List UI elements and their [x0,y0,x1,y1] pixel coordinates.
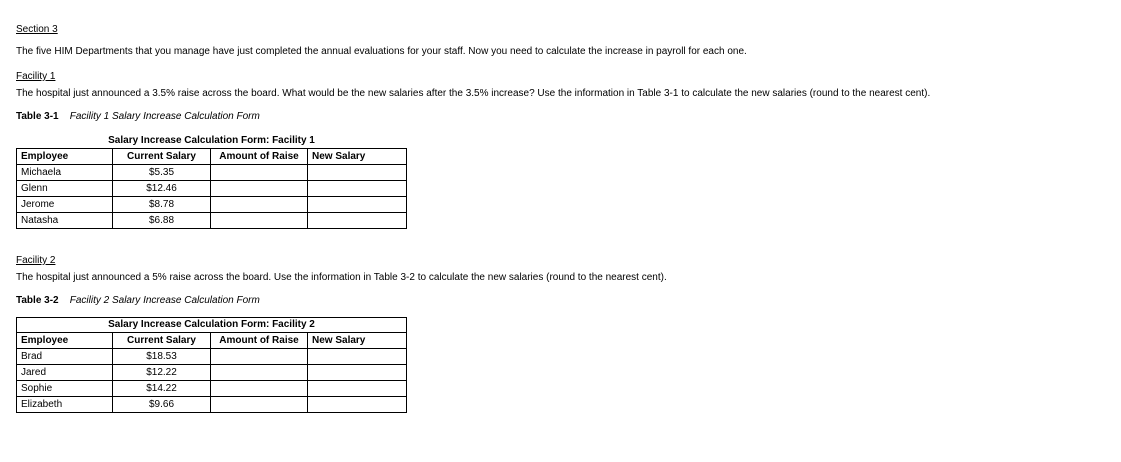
section-title: Section 3 [16,24,58,35]
table-row [17,381,407,397]
column-header-amount-of-raise: Amount of Raise [211,149,308,165]
form-title: Salary Increase Calculation Form: Facility 2 [17,318,407,333]
amount-of-raise-cell[interactable] [211,397,308,413]
new-salary-cell[interactable] [308,165,407,181]
table-label: Table 3-1 [16,111,59,122]
employee-cell: Michaela [17,165,113,181]
form-title: Salary Increase Calculation Form: Facility 1 [108,135,315,146]
new-salary-cell[interactable] [308,397,407,413]
amount-of-raise-cell[interactable] [211,181,308,197]
facility1-heading: Facility 1 [16,71,56,82]
new-salary-cell[interactable] [308,381,407,397]
table-row [17,365,407,381]
facility1-salary-table [16,134,407,229]
new-salary-cell[interactable] [308,365,407,381]
amount-of-raise-cell[interactable] [211,197,308,213]
new-salary-cell[interactable] [308,213,407,229]
new-salary-cell[interactable] [308,349,407,365]
current-salary-cell: $6.88 [113,213,211,229]
current-salary-cell: $12.22 [113,365,211,381]
current-salary-cell: $12.46 [113,181,211,197]
table-caption-text: Facility 1 Salary Increase Calculation Form [69,111,260,122]
employee-cell: Brad [17,349,113,365]
employee-cell: Sophie [17,381,113,397]
table-row [17,197,407,213]
facility2-instructions: The hospital just announced a 5% raise across the board. Use the information in Table 3-2 to calculate the new salaries (round to the nearest cent). [16,272,667,283]
new-salary-cell[interactable] [308,197,407,213]
table-row [17,213,407,229]
amount-of-raise-cell[interactable] [211,365,308,381]
table-label: Table 3-2 [16,295,59,306]
table-row [17,397,407,413]
current-salary-cell: $8.78 [113,197,211,213]
employee-cell: Glenn [17,181,113,197]
column-header-new-salary: New Salary [308,149,407,165]
current-salary-cell: $18.53 [113,349,211,365]
amount-of-raise-cell[interactable] [211,213,308,229]
employee-cell: Jared [17,365,113,381]
amount-of-raise-cell[interactable] [211,165,308,181]
table-row [17,165,407,181]
new-salary-cell[interactable] [308,181,407,197]
table-caption-text: Facility 2 Salary Increase Calculation Form [69,295,260,306]
intro-text: The five HIM Departments that you manage have just completed the annual evaluations for your staff. Now you need to calculate the increase in payroll for each one. [16,46,747,57]
table-row [17,181,407,197]
column-header-current-salary: Current Salary [113,149,211,165]
facility1-table-caption [16,111,260,122]
amount-of-raise-cell[interactable] [211,381,308,397]
current-salary-cell: $14.22 [113,381,211,397]
employee-cell: Jerome [17,197,113,213]
amount-of-raise-cell[interactable] [211,349,308,365]
column-header-employee: Employee [17,333,113,349]
column-header-new-salary: New Salary [308,333,407,349]
facility2-salary-table [16,317,407,413]
facility1-instructions: The hospital just announced a 3.5% raise across the board. What would be the new salaries after the 3.5% increase? Use the information in Table 3-1 to calculate the new salaries (round to the nearest cent). [16,88,931,99]
column-header-current-salary: Current Salary [113,333,211,349]
table-row [17,349,407,365]
employee-cell: Natasha [17,213,113,229]
current-salary-cell: $9.66 [113,397,211,413]
column-header-employee: Employee [17,149,113,165]
facility2-table-caption [16,295,260,306]
employee-cell: Elizabeth [17,397,113,413]
column-header-amount-of-raise: Amount of Raise [211,333,308,349]
current-salary-cell: $5.35 [113,165,211,181]
facility2-heading: Facility 2 [16,255,56,266]
